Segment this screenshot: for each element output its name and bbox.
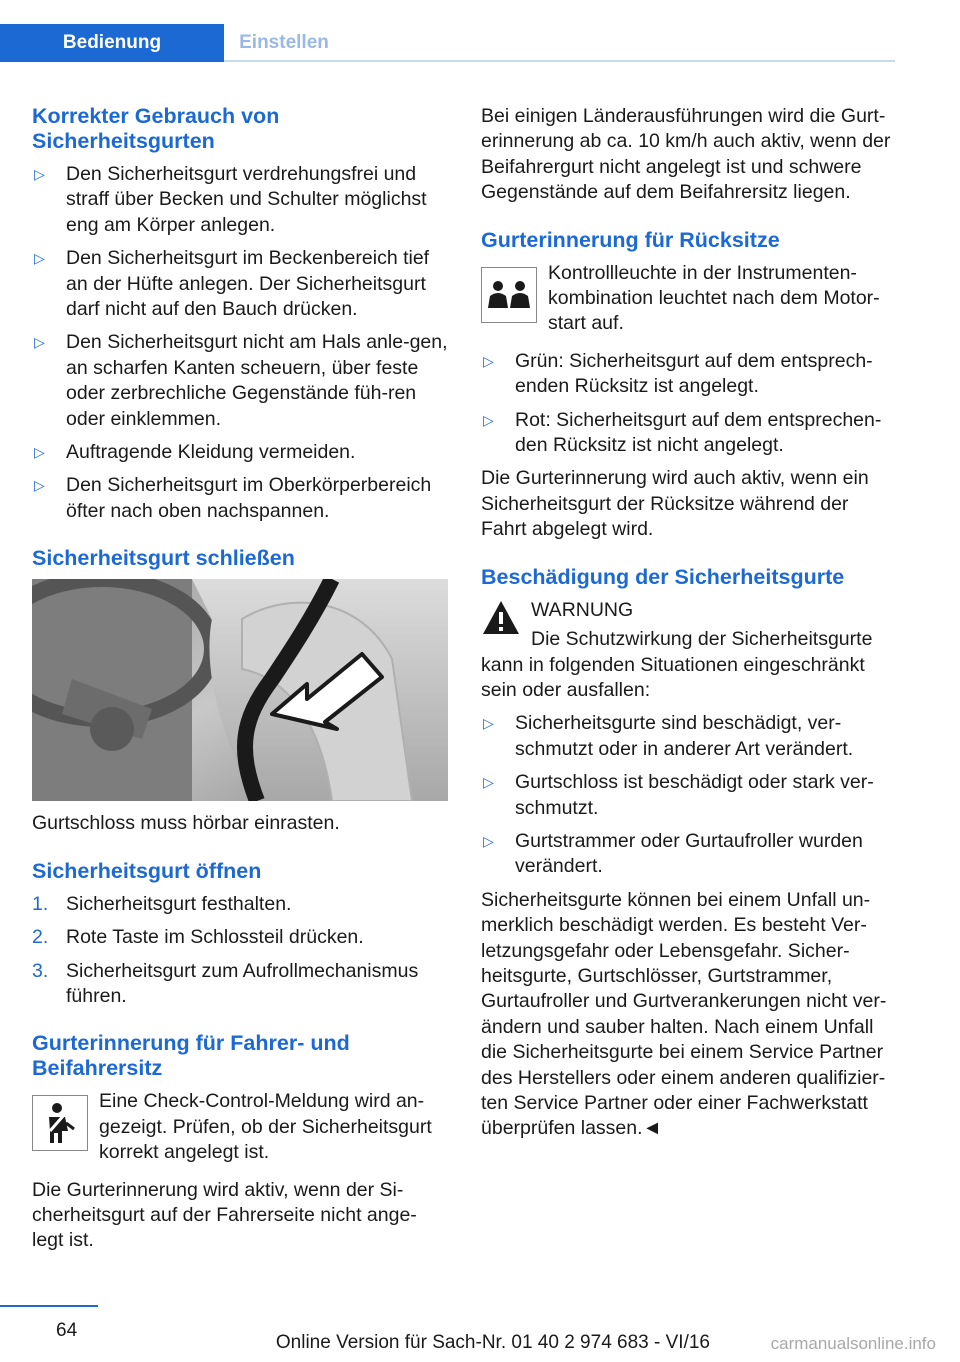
heading-gurterinnerung-fahrer: Gurterinnerung für Fahrer- und Beifahrersitz: [32, 1031, 350, 1081]
triangle-bullet-icon: [34, 473, 45, 498]
triangle-bullet-icon: [34, 330, 45, 355]
page-number: 64: [56, 1320, 78, 1341]
triangle-bullet-icon: [483, 408, 494, 433]
left-column: [32, 104, 448, 1262]
tab-einstellen[interactable]: Einstellen: [239, 32, 329, 53]
list-item: ▷ Den Sicherheitsgurt im Oberkörperbereich öfter nach oben nachspannen.: [32, 473, 448, 524]
paragraph-gurterinnerung-aktiv: Die Gurterinnerung wird aktiv, wenn der Si‐cherheitsgurt auf der Fahrerseite nicht ange‐legt ist.: [32, 1178, 417, 1252]
list-item: ▷ Gurtstrammer oder Gurtaufroller wurden verändert.: [481, 829, 897, 880]
warning-text: Die Schutzwirkung der Sicherheitsgurte kann in folgenden Situationen eingeschränkt sein oder ausfallen:: [481, 628, 873, 701]
paragraph-unfall: Sicherheitsgurte können bei einem Unfall un‐merklich beschädigt werden. Es besteht Ver‐letzungsgefahr oder Lebensgefahr. Sicher‐heitsgurte, Gurtschlösser, Gurtstrammer, Gurtaufroller und Gurtverankerungen nicht ver‐ändern und sauber halten. Nach einem Unfall die Sicherheitsgurte bei einem Service Partner des Herstellers oder einem anderen qualifizier‐ten Service Partner oder einer Fachwerkstatt überprüfen lassen.◄: [481, 888, 887, 1140]
list-item: ▷ Gurtschloss ist beschädigt oder stark ver‐schmutzt.: [481, 770, 897, 821]
seatbelt-warning-icon: [32, 1095, 88, 1151]
right-column: [481, 104, 897, 1150]
list-item: ▷ Rot: Sicherheitsgurt auf dem entsprechen‐den Rücksitz ist nicht angelegt.: [481, 408, 897, 459]
heading-gurt-schliessen: Sicherheitsgurt schließen: [32, 546, 295, 571]
footer-rule: [0, 1305, 98, 1307]
tab-bedienung[interactable]: Bedienung: [0, 24, 224, 62]
footer-version-text: Online Version für Sach-Nr. 01 40 2 974 683 - VI/16: [275, 1332, 710, 1353]
list-item: ▷ Den Sicherheitsgurt im Beckenbereich tief an der Hüfte anlegen. Der Sicherheitsgurt darf nicht auf den Bauch drücken.: [32, 246, 448, 322]
seatbelt-reminder-block: Eine Check-Control-Meldung wird an‐gezeigt. Prüfen, ob der Sicherheitsgurt korrekt angelegt ist.: [32, 1089, 448, 1165]
paragraph-ruecksitze-aktiv: Die Gurterinnerung wird auch aktiv, wenn ein Sicherheitsgurt der Rücksitze während der Fahrt abgelegt wird.: [481, 467, 869, 541]
list-item: ▷ Den Sicherheitsgurt verdrehungsfrei und straff über Becken und Schulter möglichst eng am Körper anlegen.: [32, 162, 448, 238]
list-ruecksitze-status: [481, 349, 897, 459]
list-item: 2. Rote Taste im Schlossteil drücken.: [32, 926, 364, 949]
list-item: ▷ Den Sicherheitsgurt nicht am Hals anle‐gen, an scharfen Kanten scheuern, über feste oder zerbrechliche Gegenstände füh‐ren oder einklemmen.: [32, 330, 448, 432]
list-item: ▷ Grün: Sicherheitsgurt auf dem entsprech‐enden Rücksitz ist angelegt.: [481, 349, 897, 400]
triangle-bullet-icon: [34, 162, 45, 187]
warning-block: [481, 598, 897, 623]
heading-korrekter-gebrauch: Korrekter Gebrauch von Sicherheitsgurten: [32, 104, 280, 153]
list-korrekter-gebrauch: [32, 162, 448, 524]
header-tabs: [0, 0, 895, 62]
heading-gurt-oeffnen: Sicherheitsgurt öffnen: [32, 858, 262, 883]
triangle-bullet-icon: [483, 829, 494, 854]
seatbelt-buckle-photo: [32, 579, 448, 801]
list-beschaedigung: [481, 711, 897, 879]
triangle-bullet-icon: [34, 246, 45, 271]
caption-gurtschloss: Gurtschloss muss hörbar einrasten.: [32, 812, 340, 835]
rear-passengers-icon: [481, 267, 537, 323]
heading-beschaedigung: Beschädigung der Sicherheitsgurte: [481, 564, 845, 589]
footer-watermark: carmanualsonline.info: [770, 1334, 936, 1353]
list-item: 1. Sicherheitsgurt festhalten.: [32, 892, 292, 915]
triangle-bullet-icon: [483, 349, 494, 374]
triangle-bullet-icon: [483, 711, 494, 736]
warning-label: WARNUNG: [531, 598, 634, 621]
list-item: 3. Sicherheitsgurt zum Aufrollmechanismus führen.: [32, 959, 419, 1007]
steps-gurt-oeffnen: [32, 892, 448, 1010]
triangle-bullet-icon: [483, 770, 494, 795]
rear-seatbelt-block: Kontrollleuchte in der Instrumenten‐kombination leuchtet nach dem Motor‐start auf.: [481, 261, 897, 337]
paragraph-laenderausfuehrungen: Bei einigen Länderausführungen wird die Gurt‐erinnerung ab ca. 10 km/h auch aktiv, wenn der Beifahrergurt nicht angelegt ist und schwere Gegenstände auf dem Beifahrersitz liegen.: [481, 105, 891, 204]
triangle-bullet-icon: [34, 440, 45, 465]
list-item: ▷ Sicherheitsgurte sind beschädigt, ver‐schmutzt oder in anderer Art verändert.: [481, 711, 897, 762]
heading-gurterinnerung-ruecksitze: Gurterinnerung für Rücksitze: [481, 227, 780, 252]
list-item: ▷ Auftragende Kleidung vermeiden.: [32, 440, 448, 465]
warning-triangle-icon: [481, 598, 521, 638]
